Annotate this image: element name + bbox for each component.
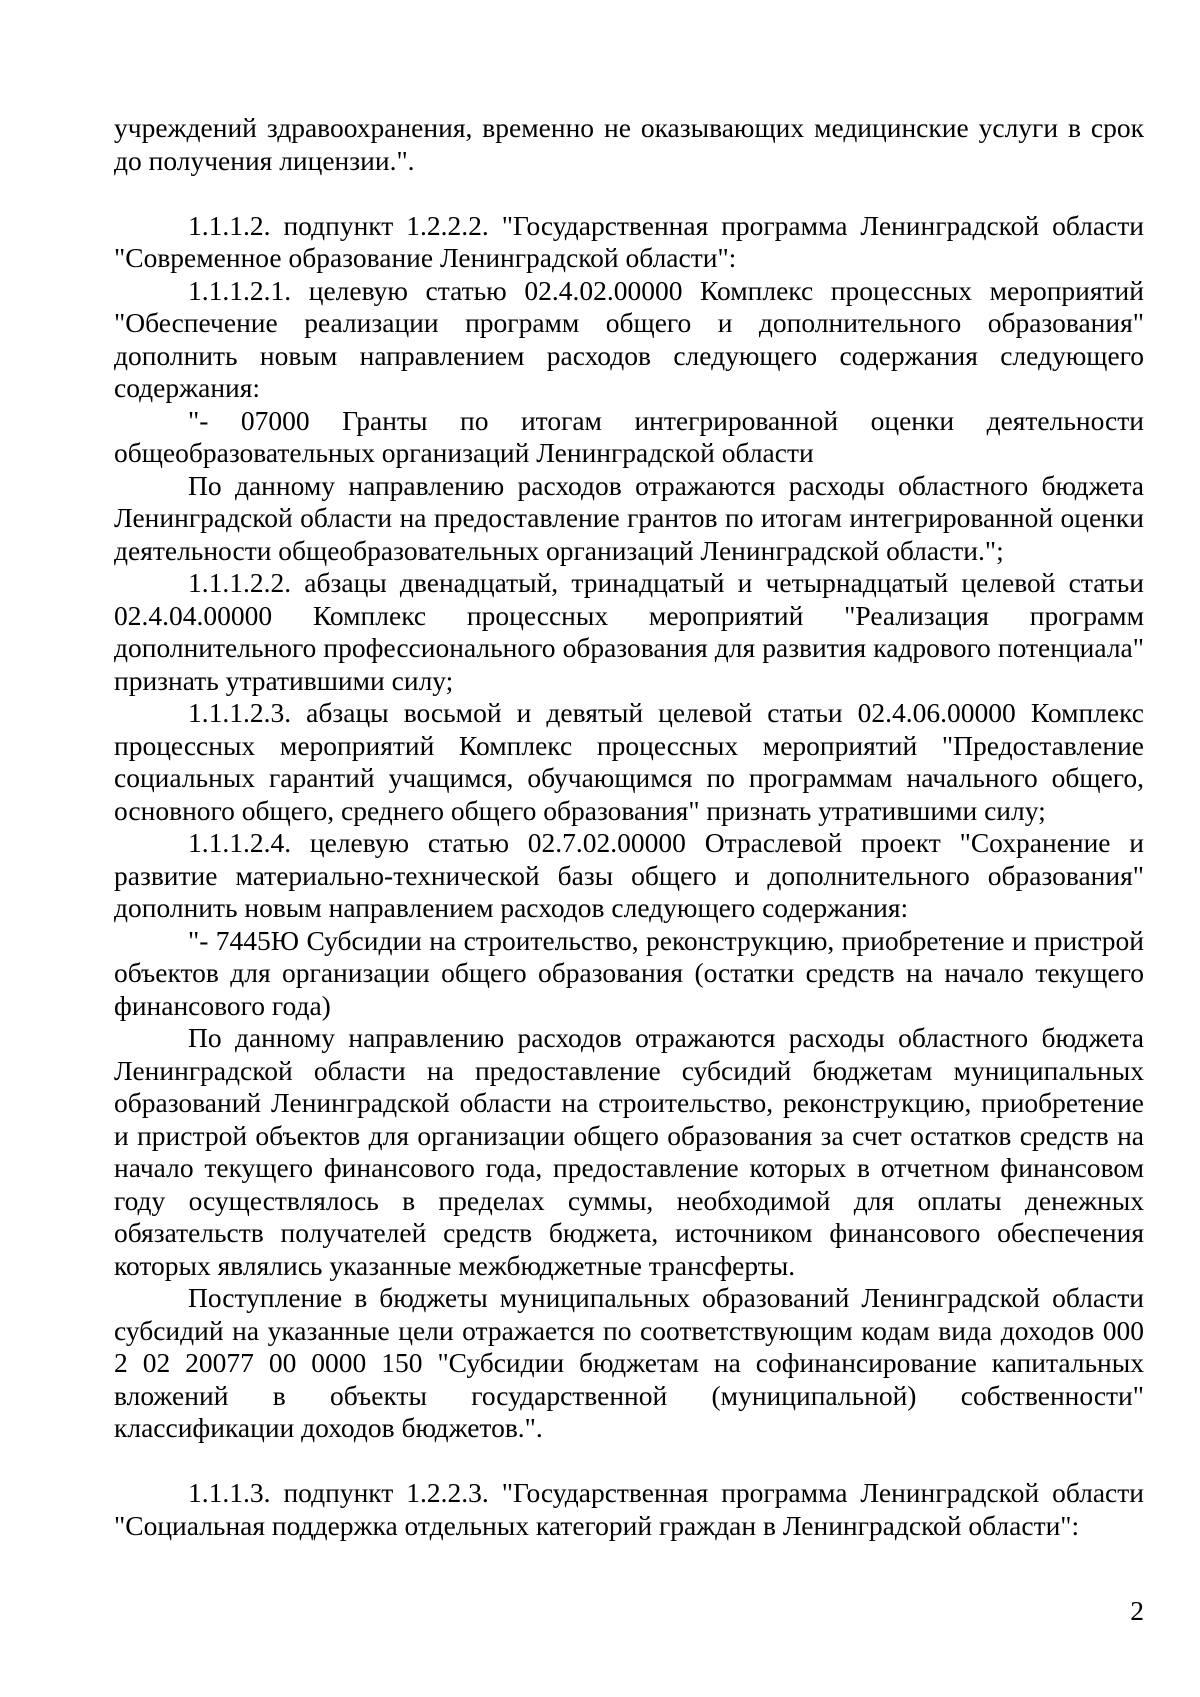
paragraph-grants-description: По данному направлению расходов отражаются расходы областного бюджета Ленинградской области на предоставление грантов по итогам интегрированной оценки деятельности общеобразовательных организаций Ленинградской области."; [114,469,1144,566]
paragraph-1-1-1-2-3: 1.1.1.2.3. абзацы восьмой и девятый целевой статьи 02.4.06.00000 Комплекс процессных мероприятий Комплекс процессных мероприятий "Предоставление социальных гарантий учащимся, обучающимся по программам начального общего, основного общего, среднего общего образования" признать утратившими силу; [114,697,1144,826]
document-body [114,112,1144,1542]
paragraph-subsidies-description: По данному направлению расходов отражаются расходы областного бюджета Ленинградской области на предоставление субсидий бюджетам муниципальных образований Ленинградской области на строительство, реконструкцию, приобретение и пристрой объектов для организации общего образования за счет остатков средств на начало текущего финансового года, предоставление которых в отчетном финансовом году осуществлялось в пределах суммы, необходимой для оплаты денежных обязательств получателей средств бюджета, источником финансового обеспечения которых являлись указанные межбюджетные трансферты. [114,1022,1144,1281]
paragraph-subsidies-direction: "- 7445Ю Субсидии на строительство, реконструкцию, приобретение и пристрой объектов для организации общего образования (остатки средств на начало текущего финансового года) [114,924,1144,1021]
paragraph-1-1-1-2: 1.1.1.2. подпункт 1.2.2.2. "Государственная программа Ленинградской области "Современное образование Ленинградской области": [114,209,1144,273]
paragraph-1-1-1-2-1: 1.1.1.2.1. целевую статью 02.4.02.00000 Комплекс процессных мероприятий "Обеспечение реализации программ общего и дополнительного образования" дополнить новым направлением расходов следующего содержания следующего содержания: [114,274,1144,403]
page-number: 2 [1130,1595,1144,1626]
paragraph-continuation: учреждений здравоохранения, временно не оказывающих медицинские услуги в срок до получения лицензии.". [114,112,1144,176]
paragraph-1-1-1-2-2: 1.1.1.2.2. абзацы двенадцатый, тринадцатый и четырнадцатый целевой статьи 02.4.04.00000 Комплекс процессных мероприятий "Реализация программ дополнительного профессионального образования для развития кадрового потенциала" признать утратившими силу; [114,567,1144,696]
paragraph-revenue-codes: Поступление в бюджеты муниципальных образований Ленинградской области субсидий на указанные цели отражается по соответствующим кодам вида доходов 000 2 02 20077 00 0000 150 "Субсидии бюджетам на софинансирование капитальных вложений в объекты государственной (муниципальной) собственности" классификации доходов бюджетов.". [114,1282,1144,1443]
paragraph-1-1-1-2-4: 1.1.1.2.4. целевую статью 02.7.02.00000 Отраслевой проект "Сохранение и развитие материально-технической базы общего и дополнительного образования" дополнить новым направлением расходов следующего содержания: [114,827,1144,923]
paragraph-grants-direction: "- 07000 Гранты по итогам интегрированной оценки деятельности общеобразовательных организаций Ленинградской области [114,404,1144,468]
paragraph-1-1-1-3: 1.1.1.3. подпункт 1.2.2.3. "Государственная программа Ленинградской области "Социальная поддержка отдельных категорий граждан в Ленинградской области": [114,1477,1144,1541]
